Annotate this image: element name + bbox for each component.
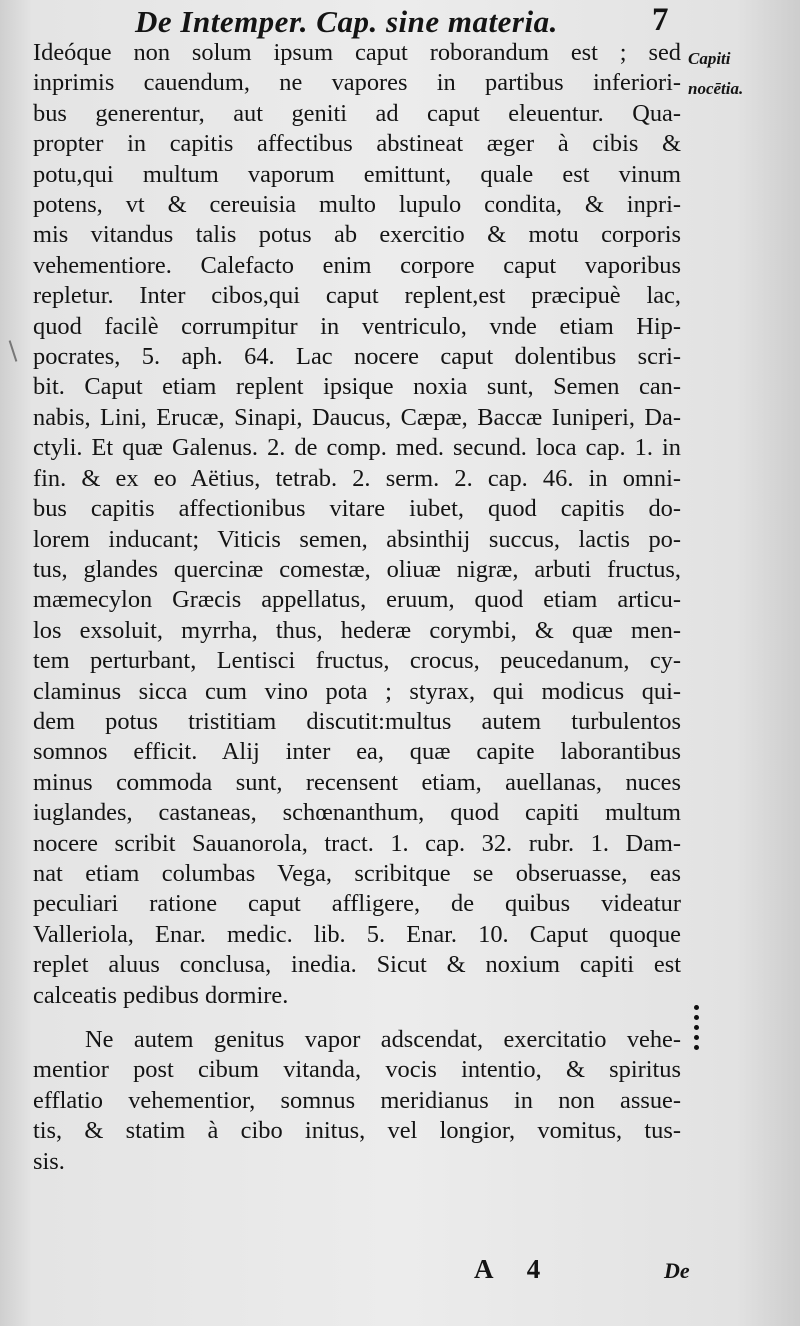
text-line: nat etiam columbas Vega, scribitque se obseruasse, eas [33, 859, 681, 887]
text-line: tus, glandes quercinæ comestæ, oliuæ nigræ, arbuti fructus, [33, 555, 681, 583]
running-head: De Intemper. Cap. sine materia. [135, 4, 558, 39]
text-line: Valleriola, Enar. medic. lib. 5. Enar. 10. Caput quoque [33, 920, 681, 948]
text-line: efflatio vehementior, somnus meridianus in non assue- [33, 1086, 681, 1114]
text-line: lorem inducant; Viticis semen, absinthij succus, lactis po- [33, 525, 681, 553]
text-line: pocrates, 5. aph. 64. Lac nocere caput dolentibus scri- [33, 343, 681, 371]
text-line: vehementiore. Calefacto enim corpore caput vaporibus [33, 251, 681, 279]
margin-note [688, 44, 798, 104]
text-line: somnos efficit. Alij inter ea, quæ capite laborantibus [33, 738, 681, 766]
margin-note-line: Capiti [688, 49, 731, 68]
text-line: inprimis cauendum, ne vapores in partibus inferiori- [33, 69, 681, 97]
text-line: Ideóque non solum ipsum caput roborandum est ; sed [33, 39, 681, 66]
text-line: nabis, Lini, Erucæ, Sinapi, Daucus, Cæpæ, Baccæ Iuniperi, Da- [33, 403, 681, 431]
text-line: calceatis pedibus dormire. [33, 981, 289, 1009]
text-line: minus commoda sunt, recensent etiam, auellanas, nuces [33, 768, 681, 796]
text-line: repletur. Inter cibos,qui caput replent,est præcipuè lac, [33, 282, 681, 310]
paragraph [33, 38, 681, 1011]
text-line: ctyli. Et quæ Galenus. 2. de comp. med. secund. loca cap. 1. in [33, 434, 681, 462]
text-line: propter in capitis affectibus abstineat æger à cibis & [33, 130, 681, 158]
text-line: bus generentur, aut geniti ad caput eleuentur. Qua- [33, 99, 681, 127]
text-line: claminus sicca cum vino pota ; styrax, qui modicus qui- [33, 677, 681, 705]
printer-dots-ornament [694, 1000, 702, 1062]
text-line: Ne autem genitus vapor adscendat, exercitatio vehe- [85, 1026, 681, 1053]
text-line: mis vitandus talis potus ab exercitio & motu corporis [33, 221, 681, 249]
text-line: peculiari ratione caput affligere, de quibus videatur [33, 890, 681, 918]
text-line: replet aluus conclusa, inedia. Sicut & noxium capiti est [33, 951, 681, 979]
text-line: potens, vt & cereuisia multo lupulo condita, & inpri- [33, 191, 681, 219]
paragraph-gap [33, 1011, 681, 1025]
text-line: mæmecylon Græcis appellatus, eruum, quod etiam articu- [33, 586, 681, 614]
text-line: mentior post cibum vitanda, vocis intentio, & spiritus [33, 1056, 681, 1084]
text-line: los exsoluit, myrrha, thus, hederæ corymbi, & quæ men- [33, 616, 681, 644]
text-line: bus capitis affectionibus vitare iubet, quod capitis do- [33, 495, 681, 523]
text-line: tem perturbant, Lentisci fructus, crocus, peucedanum, cy- [33, 647, 681, 675]
text-line: quod facilè corrumpitur in ventriculo, vnde etiam Hip- [33, 312, 681, 340]
text-line: sis. [33, 1147, 65, 1175]
catchword: De [664, 1258, 690, 1283]
signature-mark: A 4 [474, 1254, 555, 1284]
text-line: fin. & ex eo Aëtius, tetrab. 2. serm. 2. cap. 46. in omni- [33, 464, 681, 492]
page-number: 7 [652, 2, 669, 38]
text-line: nocere scribit Sauanorola, tract. 1. cap. 32. rubr. 1. Dam- [33, 829, 681, 857]
text-line: potu,qui multum vaporum emittunt, quale est vinum [33, 160, 681, 188]
text-line: bit. Caput etiam replent ipsique noxia sunt, Semen can- [33, 373, 681, 401]
paragraph [33, 1025, 681, 1177]
margin-note-line: nocētia. [688, 79, 744, 98]
text-line: iuglandes, castaneas, schœnanthum, quod capiti multum [33, 799, 681, 827]
text-line: tis, & statim à cibo initus, vel longior, vomitus, tus- [33, 1117, 681, 1145]
body-text [33, 38, 681, 1177]
text-line: dem potus tristitiam discutit:multus autem turbulentos [33, 707, 681, 735]
margin-ink-mark [9, 340, 18, 362]
